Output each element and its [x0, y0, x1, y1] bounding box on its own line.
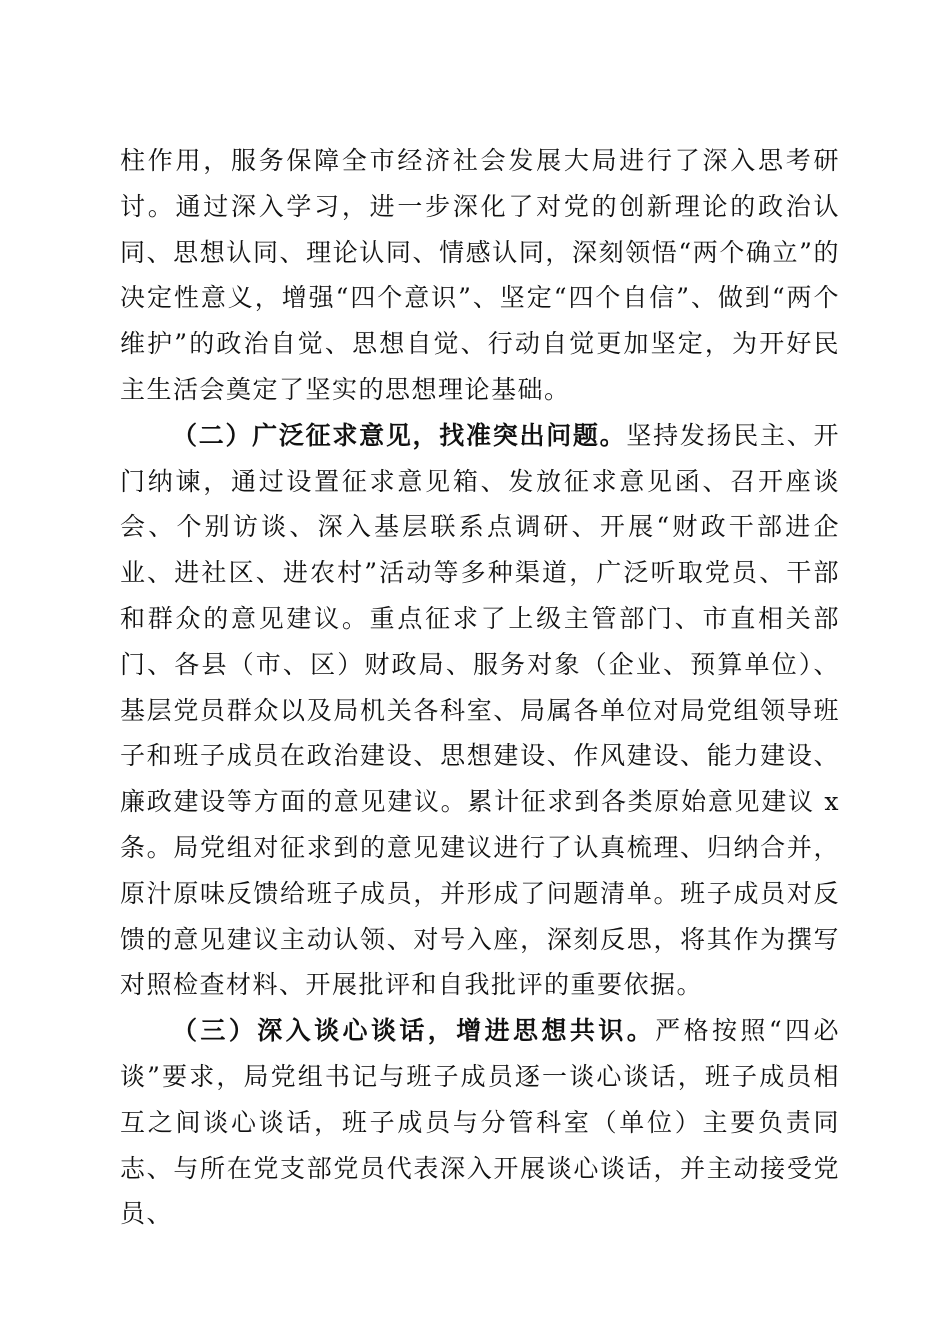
paragraph-2: [120, 413, 840, 1008]
paragraph-2-body: 坚持发扬民主、开门纳谏，通过设置征求意见箱、发放征求意见函、召开座谈会、个别访谈、深入基层联系点调研、开展“财政干部进企业、进社区、进农村”活动等多种渠道，广泛听取党员、干部和群众的意见建议。重点征求了上级主管部门、市直相关部门、各县（市、区）财政局、服务对象（企业、预算单位）、基层党员群众以及局机关各科室、局属各单位对局党组领导班子和班子成员在政治建设、思想建设、作风建设、能力建设、廉政建设等方面的意见建议。累计征求到各类原始意见建议 x 条。局党组对征求到的意见建议进行了认真梳理、归纳合并，原汁原味反馈给班子成员，并形成了问题清单。班子成员对反馈的意见建议主动认领、对号入座，深刻反思，将其作为撰写对照检查材料、开展批评和自我批评的重要依据。: [120, 420, 840, 1000]
document-body: [120, 138, 840, 1237]
paragraph-1: [120, 138, 840, 413]
paragraph-3: [120, 1008, 840, 1237]
section-heading-3: （三）深入谈心谈话，增进思想共识。: [172, 1016, 656, 1046]
section-heading-2: （二）广泛征求意见，找准突出问题。: [172, 420, 627, 450]
paragraph-1-body: 柱作用，服务保障全市经济社会发展大局进行了深入思考研讨。通过深入学习，进一步深化了对党的创新理论的政治认同、思想认同、理论认同、情感认同，深刻领悟“两个确立”的决定性意义，增强“四个意识”、坚定“四个自信”、做到“两个维护”的政治自觉、思想自觉、行动自觉更加坚定，为开好民主生活会奠定了坚实的思想理论基础。: [120, 146, 840, 404]
paragraph-3-body: 严格按照“四必谈”要求，局党组书记与班子成员逐一谈心谈话，班子成员相互之间谈心谈话，班子成员与分管科室（单位）主要负责同志、与所在党支部党员代表深入开展谈心谈话，并主动接受党员、: [120, 1016, 840, 1229]
